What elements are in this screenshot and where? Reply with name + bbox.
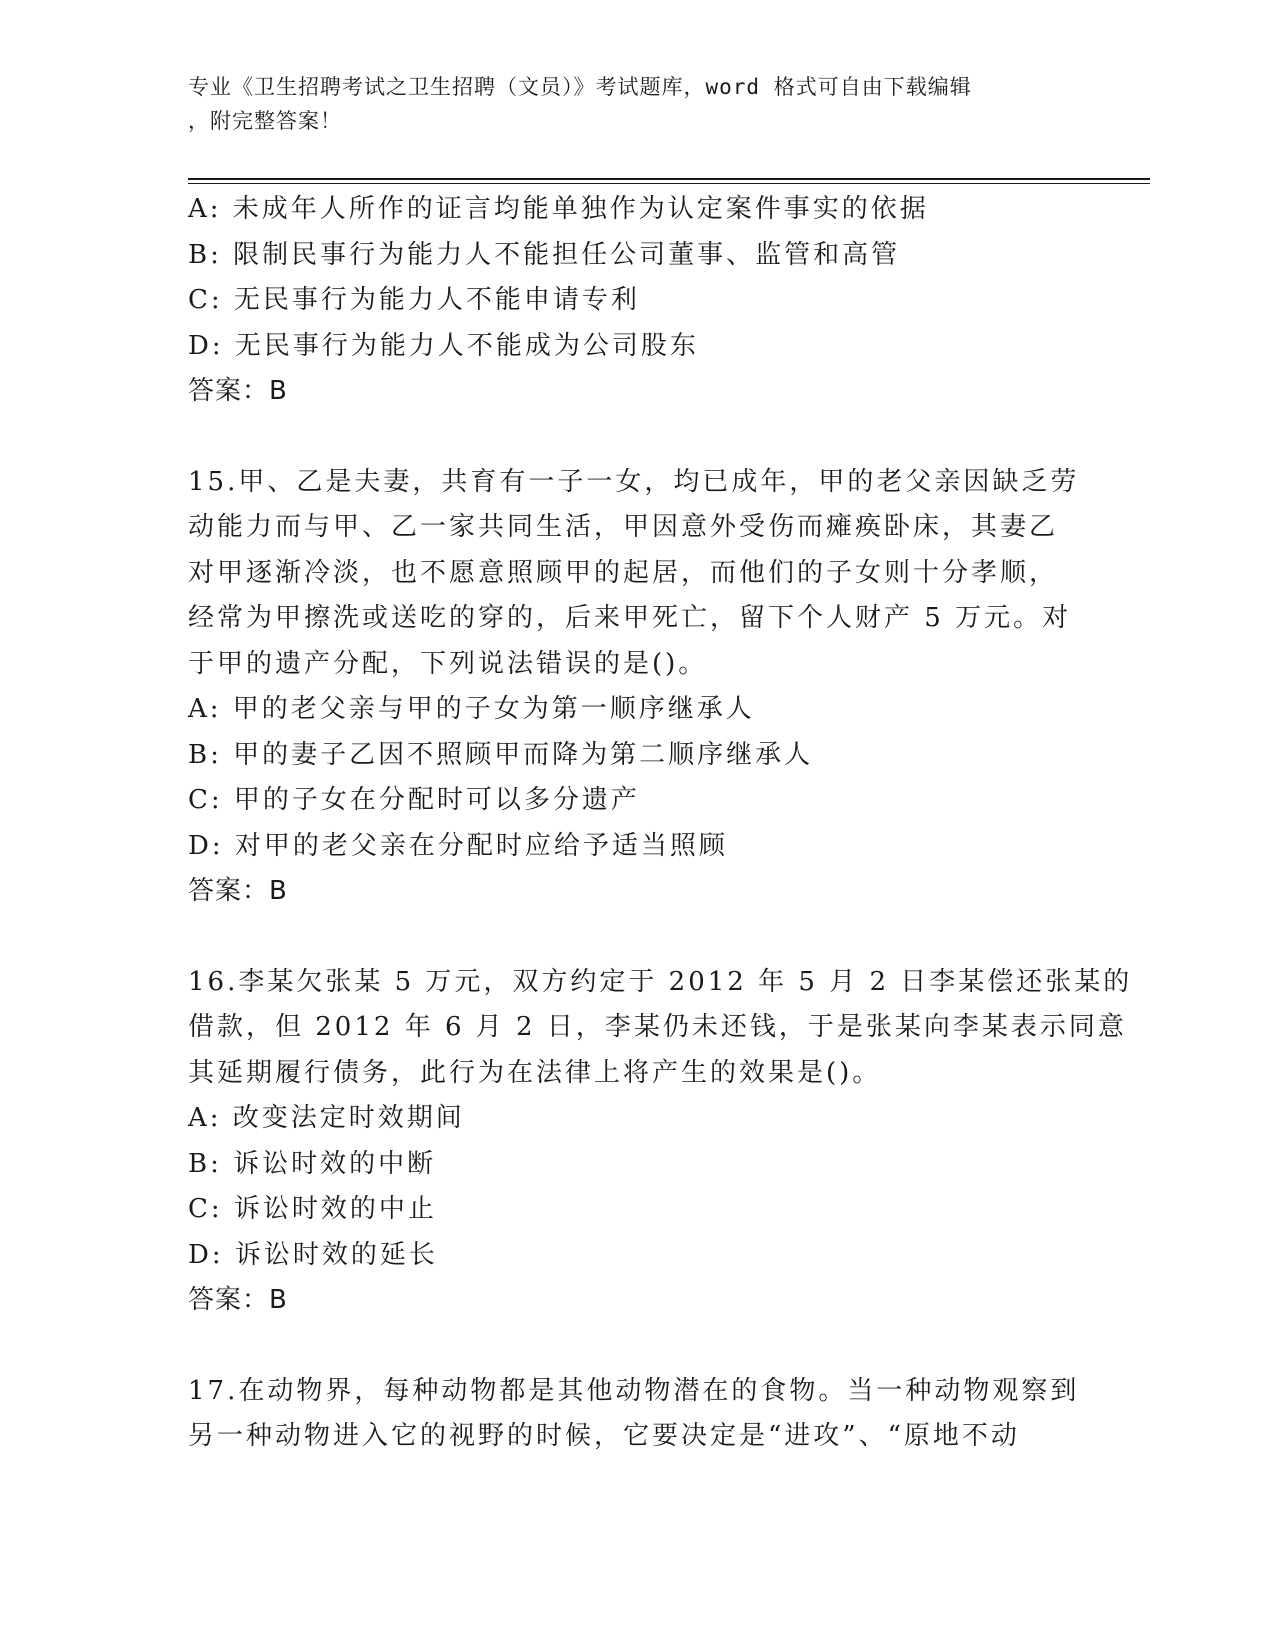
question-stem-line: 经常为甲擦洗或送吃的穿的，后来甲死亡，留下个人财产 5 万元。对 [188,603,1072,633]
option-d: D: 无民事行为能力人不能成为公司股东 [188,330,699,361]
header-line-2: ，附完整答案！ [188,109,342,133]
answer: 答案：B [188,1285,288,1315]
option-a: A: 未成年人所作的证言均能单独作为认定案件事实的依据 [188,194,929,224]
option-c: C: 诉讼时效的中止 [188,1194,437,1224]
document-header [188,70,1068,138]
option-c: C: 甲的子女在分配时可以多分遗产 [188,785,640,815]
answer: 答案：B [188,876,288,906]
question-14 [188,187,1088,415]
question-stem-line: 对甲逐渐冷淡，也不愿意照顾甲的起居，而他们的子女则十分孝顺， [188,557,1059,588]
question-15 [188,460,1088,915]
option-b: B: 甲的妻子乙因不照顾甲而降为第二顺序继承人 [188,739,814,770]
question-stem-line: 借款，但 2012 年 6 月 2 日，李某仍未还钱，于是张某向李某表示同意 [188,1012,1127,1042]
question-17 [188,1369,1088,1460]
question-stem-line: 15.甲、乙是夫妻，共育有一子一女，均已成年，甲的老父亲因缺乏劳 [188,466,1080,497]
question-stem-line: 另一种动物进入它的视野的时候，它要决定是“进攻”、“原地不动 [188,1421,1020,1451]
option-b: B: 限制民事行为能力人不能担任公司董事、监管和高管 [188,239,901,270]
header-rule-thin [188,183,1150,184]
question-stem-line: 于甲的遗产分配，下列说法错误的是()。 [188,648,708,679]
option-d: D: 对甲的老父亲在分配时应给予适当照顾 [188,830,728,861]
header-line-1: 专业《卫生招聘考试之卫生招聘（文员）》考试题库，word 格式可自由下载编辑 [188,75,972,99]
option-a: A: 甲的老父亲与甲的子女为第一顺序继承人 [188,694,755,724]
document-body [188,187,1133,1460]
option-c: C: 无民事行为能力人不能申请专利 [188,285,640,315]
question-stem-line: 其延期履行债务，此行为在法律上将产生的效果是()。 [188,1057,882,1088]
header-rule-thick [188,178,1150,180]
option-d: D: 诉讼时效的延长 [188,1239,438,1270]
question-16 [188,960,1133,1324]
question-stem-line: 17.在动物界，每种动物都是其他动物潜在的食物。当一种动物观察到 [188,1375,1080,1406]
question-stem-line: 动能力而与甲、乙一家共同生活，甲因意外受伤而瘫痪卧床，其妻乙 [188,512,1059,542]
option-b: B: 诉讼时效的中断 [188,1148,437,1179]
question-stem-line: 16.李某欠张某 5 万元，双方约定于 2012 年 5 月 2 日李某偿还张某的 [188,966,1133,997]
option-a: A: 改变法定时效期间 [188,1103,465,1133]
answer: 答案：B [188,376,288,406]
